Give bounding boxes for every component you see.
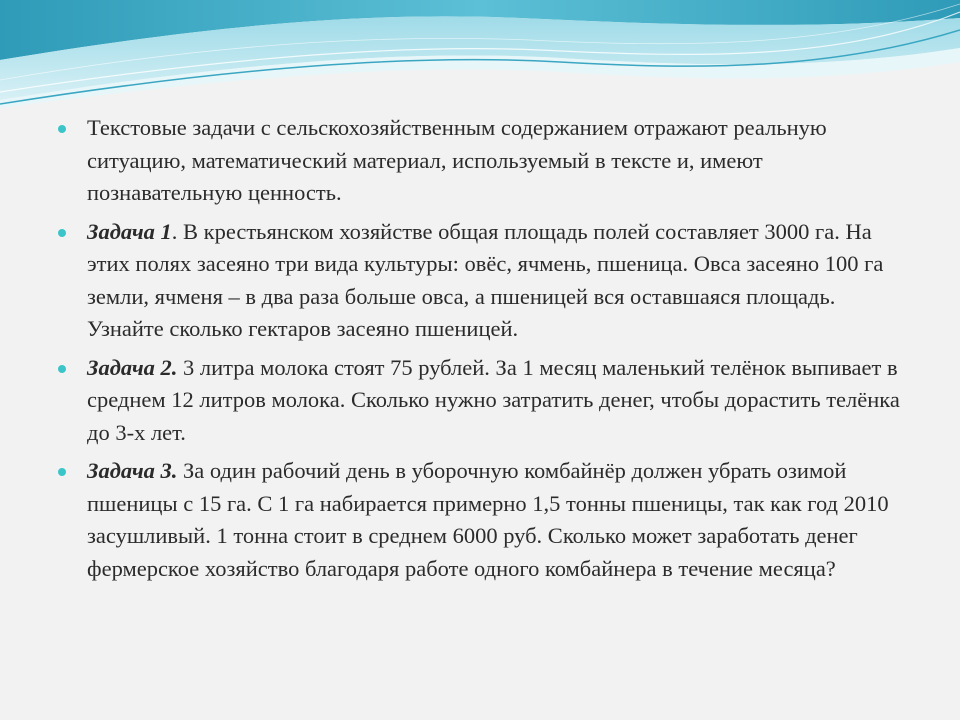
task-label-suffix: . [171,218,178,244]
bullet-task-1 [58,216,908,346]
task-label: Задача 2. [87,354,178,380]
bullet-dot-icon [58,365,66,373]
bullet-text: 3 литра молока стоят 75 рублей. За 1 месяц маленький телёнок выпивает в среднем 12 литров молока. Сколько нужно затратить денег, чтобы дорастить телёнка до 3-х лет. [87,354,900,445]
bullet-dot-icon [58,125,66,133]
bullet-intro [58,112,908,210]
bullet-text: В крестьянском хозяйстве общая площадь полей составляет 3000 га. На этих полях засеяно три вида культуры: овёс, ячмень, пшеница. Овса засеяно 100 га земли, ячменя – в два раза больше овса, а пшеницей вся оставшаяся площадь. Узнайте сколько гектаров засеяно пшеницей. [87,218,884,341]
bullet-task-3 [58,455,908,585]
bullet-text: Текстовые задачи с сельскохозяйственным содержанием отражают реальную ситуацию, математический материал, используемый в тексте и, имеют познавательную ценность. [87,115,827,205]
task-label: Задача 3. [87,458,178,483]
content-list [58,112,908,591]
bullet-task-2 [58,352,908,450]
wave-header-decoration [0,0,960,130]
bullet-text: За один рабочий день в уборочную комбайнёр должен убрать озимой пшеницы с 15 га. С 1 га набирается примерно 1,5 тонны пшеницы, так как год 2010 засушливый. 1 тонна стоит в среднем 6000 руб. Сколько может заработать денег фермерское хозяйство благодаря работе одного комбайнера в течение месяца? [87,458,889,581]
bullet-dot-icon [58,229,66,237]
bullet-dot-icon [58,468,66,476]
task-label: Задача 1 [87,218,172,244]
